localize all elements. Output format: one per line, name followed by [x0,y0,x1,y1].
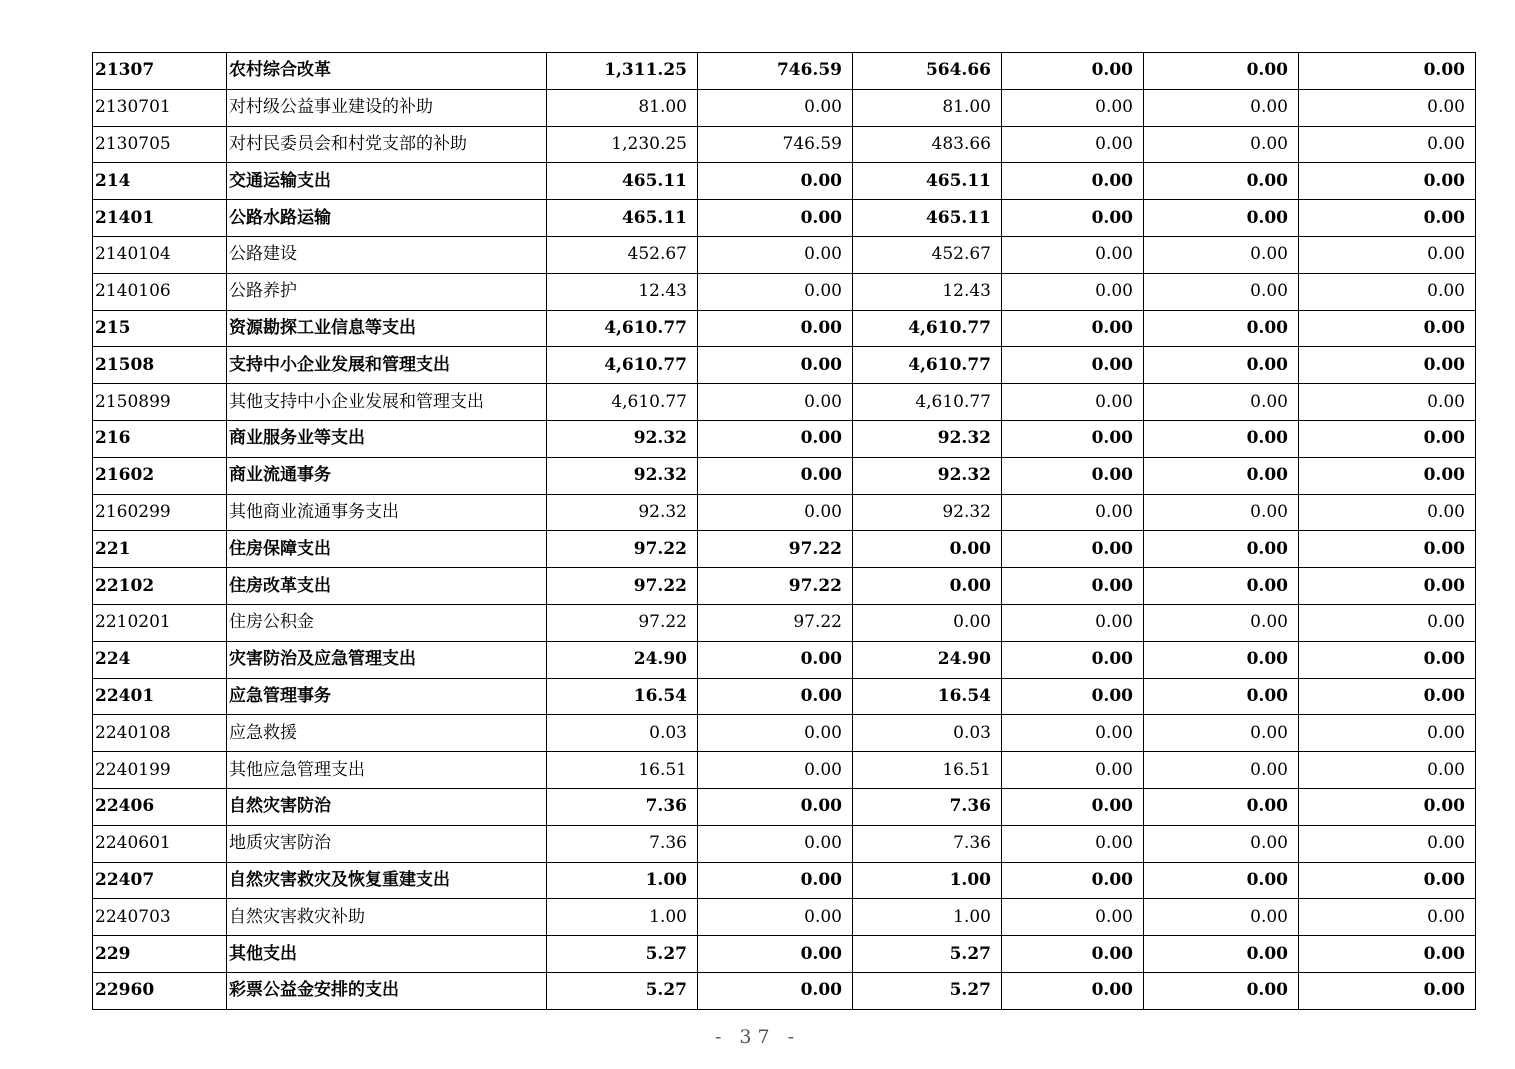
cell-col4: 0.00 [1002,200,1144,237]
cell-col5: 0.00 [1144,641,1299,678]
cell-col6: 0.00 [1299,310,1476,347]
cell-col5: 0.00 [1144,678,1299,715]
cell-col5: 0.00 [1144,457,1299,494]
cell-total: 7.36 [547,825,698,862]
cell-col6: 0.00 [1299,678,1476,715]
cell-total: 5.27 [547,936,698,973]
cell-code: 221 [93,531,227,568]
cell-col6: 0.00 [1299,420,1476,457]
cell-total: 16.51 [547,752,698,789]
cell-col6: 0.00 [1299,53,1476,90]
cell-total: 97.22 [547,568,698,605]
cell-name: 支持中小企业发展和管理支出 [227,347,547,384]
table-row [93,236,1476,273]
cell-basic: 746.59 [698,126,853,163]
table-row [93,163,1476,200]
cell-name: 交通运输支出 [227,163,547,200]
cell-name: 其他支持中小企业发展和管理支出 [227,384,547,421]
cell-name: 应急救援 [227,715,547,752]
table-row [93,825,1476,862]
cell-total: 1.00 [547,862,698,899]
cell-project: 12.43 [853,273,1002,310]
cell-col4: 0.00 [1002,236,1144,273]
cell-col6: 0.00 [1299,752,1476,789]
table-row [93,126,1476,163]
cell-name: 住房公积金 [227,604,547,641]
cell-col6: 0.00 [1299,236,1476,273]
table-row [93,972,1476,1009]
cell-col5: 0.00 [1144,788,1299,825]
cell-name: 农村综合改革 [227,53,547,90]
table-row [93,568,1476,605]
cell-col4: 0.00 [1002,310,1144,347]
cell-basic: 0.00 [698,936,853,973]
cell-total: 1,311.25 [547,53,698,90]
cell-code: 214 [93,163,227,200]
table-row [93,200,1476,237]
cell-name: 公路水路运输 [227,200,547,237]
cell-total: 97.22 [547,604,698,641]
cell-col6: 0.00 [1299,972,1476,1009]
cell-col5: 0.00 [1144,53,1299,90]
cell-project: 5.27 [853,936,1002,973]
cell-code: 224 [93,641,227,678]
cell-code: 2140104 [93,236,227,273]
cell-col5: 0.00 [1144,899,1299,936]
cell-code: 2130705 [93,126,227,163]
cell-basic: 0.00 [698,494,853,531]
cell-col5: 0.00 [1144,420,1299,457]
cell-col4: 0.00 [1002,788,1144,825]
table-row [93,752,1476,789]
cell-code: 2240108 [93,715,227,752]
cell-total: 97.22 [547,531,698,568]
cell-total: 16.54 [547,678,698,715]
table-row [93,273,1476,310]
cell-basic: 0.00 [698,862,853,899]
cell-col4: 0.00 [1002,457,1144,494]
cell-col4: 0.00 [1002,347,1144,384]
cell-col6: 0.00 [1299,200,1476,237]
cell-col5: 0.00 [1144,568,1299,605]
cell-basic: 0.00 [698,163,853,200]
cell-project: 92.32 [853,494,1002,531]
cell-col4: 0.00 [1002,384,1144,421]
table-row [93,457,1476,494]
cell-project: 465.11 [853,163,1002,200]
cell-code: 22406 [93,788,227,825]
cell-name: 住房改革支出 [227,568,547,605]
cell-project: 483.66 [853,126,1002,163]
cell-project: 16.54 [853,678,1002,715]
cell-name: 自然灾害救灾补助 [227,899,547,936]
cell-code: 2150899 [93,384,227,421]
cell-basic: 97.22 [698,604,853,641]
cell-project: 465.11 [853,200,1002,237]
cell-code: 21602 [93,457,227,494]
cell-project: 5.27 [853,972,1002,1009]
cell-project: 81.00 [853,89,1002,126]
cell-col6: 0.00 [1299,715,1476,752]
cell-total: 452.67 [547,236,698,273]
cell-col4: 0.00 [1002,531,1144,568]
cell-total: 12.43 [547,273,698,310]
cell-col4: 0.00 [1002,89,1144,126]
cell-col5: 0.00 [1144,126,1299,163]
cell-project: 0.00 [853,531,1002,568]
cell-total: 4,610.77 [547,347,698,384]
cell-col6: 0.00 [1299,788,1476,825]
cell-col6: 0.00 [1299,163,1476,200]
cell-basic: 0.00 [698,273,853,310]
cell-col4: 0.00 [1002,494,1144,531]
table-row [93,604,1476,641]
cell-code: 21307 [93,53,227,90]
cell-basic: 0.00 [698,89,853,126]
cell-code: 2160299 [93,494,227,531]
cell-col6: 0.00 [1299,494,1476,531]
cell-col4: 0.00 [1002,163,1144,200]
cell-col6: 0.00 [1299,347,1476,384]
budget-table [92,52,1476,1010]
cell-basic: 0.00 [698,200,853,237]
cell-project: 16.51 [853,752,1002,789]
cell-col4: 0.00 [1002,752,1144,789]
cell-col4: 0.00 [1002,420,1144,457]
cell-basic: 0.00 [698,641,853,678]
cell-total: 92.32 [547,420,698,457]
cell-total: 0.03 [547,715,698,752]
page-number: - 37 - [714,1026,801,1048]
cell-col5: 0.00 [1144,163,1299,200]
cell-basic: 97.22 [698,568,853,605]
cell-col5: 0.00 [1144,936,1299,973]
cell-project: 0.03 [853,715,1002,752]
cell-project: 1.00 [853,862,1002,899]
table-row [93,89,1476,126]
cell-basic: 0.00 [698,899,853,936]
cell-code: 21401 [93,200,227,237]
cell-basic: 0.00 [698,752,853,789]
cell-name: 商业服务业等支出 [227,420,547,457]
cell-basic: 0.00 [698,347,853,384]
cell-code: 2210201 [93,604,227,641]
cell-col4: 0.00 [1002,604,1144,641]
table-row [93,678,1476,715]
cell-col6: 0.00 [1299,568,1476,605]
cell-code: 215 [93,310,227,347]
cell-project: 4,610.77 [853,347,1002,384]
cell-col4: 0.00 [1002,972,1144,1009]
cell-basic: 0.00 [698,310,853,347]
cell-code: 21508 [93,347,227,384]
table-row [93,347,1476,384]
cell-total: 81.00 [547,89,698,126]
cell-project: 4,610.77 [853,310,1002,347]
cell-project: 24.90 [853,641,1002,678]
cell-col4: 0.00 [1002,715,1144,752]
table-row [93,310,1476,347]
cell-code: 22401 [93,678,227,715]
cell-basic: 0.00 [698,236,853,273]
cell-name: 对村民委员会和村党支部的补助 [227,126,547,163]
cell-col4: 0.00 [1002,53,1144,90]
cell-project: 7.36 [853,825,1002,862]
cell-col6: 0.00 [1299,457,1476,494]
cell-total: 24.90 [547,641,698,678]
cell-total: 1,230.25 [547,126,698,163]
cell-total: 5.27 [547,972,698,1009]
table-row [93,788,1476,825]
cell-basic: 0.00 [698,715,853,752]
table-row [93,384,1476,421]
cell-project: 92.32 [853,420,1002,457]
table-row [93,899,1476,936]
cell-col4: 0.00 [1002,825,1144,862]
table-row [93,862,1476,899]
cell-total: 1.00 [547,899,698,936]
cell-col5: 0.00 [1144,825,1299,862]
cell-col6: 0.00 [1299,641,1476,678]
cell-col5: 0.00 [1144,273,1299,310]
cell-col4: 0.00 [1002,568,1144,605]
cell-col5: 0.00 [1144,236,1299,273]
cell-col5: 0.00 [1144,347,1299,384]
cell-code: 2130701 [93,89,227,126]
cell-col4: 0.00 [1002,678,1144,715]
cell-col4: 0.00 [1002,936,1144,973]
cell-col4: 0.00 [1002,273,1144,310]
cell-total: 465.11 [547,200,698,237]
cell-project: 7.36 [853,788,1002,825]
cell-col5: 0.00 [1144,862,1299,899]
cell-project: 0.00 [853,604,1002,641]
cell-name: 应急管理事务 [227,678,547,715]
cell-name: 住房保障支出 [227,531,547,568]
table-row [93,936,1476,973]
cell-col5: 0.00 [1144,200,1299,237]
cell-name: 地质灾害防治 [227,825,547,862]
cell-total: 465.11 [547,163,698,200]
cell-col4: 0.00 [1002,862,1144,899]
cell-col6: 0.00 [1299,899,1476,936]
cell-col6: 0.00 [1299,604,1476,641]
cell-col6: 0.00 [1299,531,1476,568]
cell-col6: 0.00 [1299,825,1476,862]
cell-code: 2240703 [93,899,227,936]
cell-name: 商业流通事务 [227,457,547,494]
cell-col6: 0.00 [1299,384,1476,421]
cell-project: 92.32 [853,457,1002,494]
cell-col5: 0.00 [1144,531,1299,568]
cell-name: 自然灾害救灾及恢复重建支出 [227,862,547,899]
cell-col4: 0.00 [1002,899,1144,936]
cell-col5: 0.00 [1144,972,1299,1009]
table-row [93,420,1476,457]
cell-code: 229 [93,936,227,973]
cell-name: 其他应急管理支出 [227,752,547,789]
table-row [93,494,1476,531]
cell-project: 0.00 [853,568,1002,605]
cell-total: 4,610.77 [547,310,698,347]
cell-name: 自然灾害防治 [227,788,547,825]
cell-basic: 0.00 [698,457,853,494]
cell-col5: 0.00 [1144,715,1299,752]
cell-col5: 0.00 [1144,89,1299,126]
cell-name: 灾害防治及应急管理支出 [227,641,547,678]
cell-name: 对村级公益事业建设的补助 [227,89,547,126]
table-row [93,53,1476,90]
cell-basic: 97.22 [698,531,853,568]
cell-code: 22960 [93,972,227,1009]
cell-code: 2140106 [93,273,227,310]
cell-basic: 0.00 [698,825,853,862]
cell-col6: 0.00 [1299,936,1476,973]
cell-code: 216 [93,420,227,457]
cell-col5: 0.00 [1144,752,1299,789]
table-row [93,531,1476,568]
cell-basic: 0.00 [698,678,853,715]
cell-code: 22102 [93,568,227,605]
cell-name: 资源勘探工业信息等支出 [227,310,547,347]
cell-name: 公路建设 [227,236,547,273]
cell-code: 2240601 [93,825,227,862]
cell-code: 22407 [93,862,227,899]
cell-col6: 0.00 [1299,273,1476,310]
cell-total: 4,610.77 [547,384,698,421]
cell-total: 92.32 [547,457,698,494]
cell-basic: 0.00 [698,788,853,825]
cell-project: 564.66 [853,53,1002,90]
cell-col4: 0.00 [1002,126,1144,163]
cell-name: 其他支出 [227,936,547,973]
table-row [93,715,1476,752]
cell-project: 4,610.77 [853,384,1002,421]
cell-total: 7.36 [547,788,698,825]
cell-code: 2240199 [93,752,227,789]
cell-col6: 0.00 [1299,126,1476,163]
table-body [93,53,1476,1010]
cell-basic: 0.00 [698,384,853,421]
cell-total: 92.32 [547,494,698,531]
cell-name: 彩票公益金安排的支出 [227,972,547,1009]
cell-col4: 0.00 [1002,641,1144,678]
cell-basic: 0.00 [698,420,853,457]
cell-basic: 0.00 [698,972,853,1009]
cell-col5: 0.00 [1144,384,1299,421]
cell-col5: 0.00 [1144,310,1299,347]
cell-col5: 0.00 [1144,604,1299,641]
cell-name: 公路养护 [227,273,547,310]
cell-name: 其他商业流通事务支出 [227,494,547,531]
cell-project: 452.67 [853,236,1002,273]
table-row [93,641,1476,678]
cell-col6: 0.00 [1299,89,1476,126]
cell-project: 1.00 [853,899,1002,936]
cell-basic: 746.59 [698,53,853,90]
cell-col6: 0.00 [1299,862,1476,899]
cell-col5: 0.00 [1144,494,1299,531]
